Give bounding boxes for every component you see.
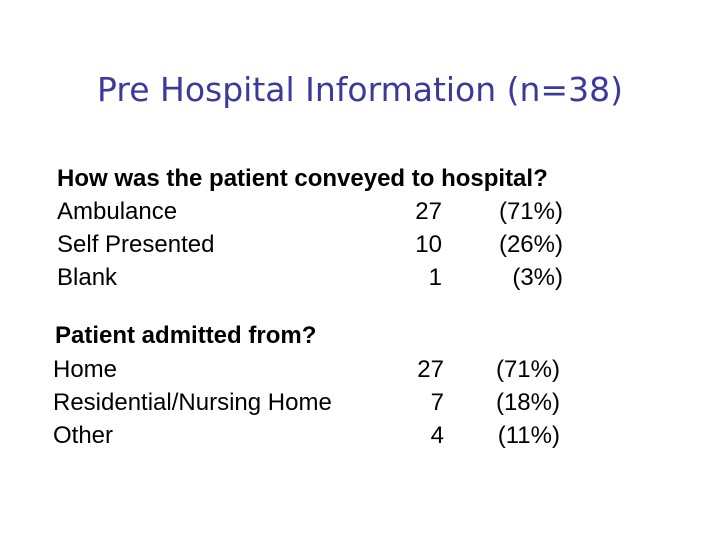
table-row	[0, 195, 720, 228]
row-count: 1	[428, 264, 442, 291]
table-row	[0, 386, 720, 419]
row-percent: (18%)	[495, 389, 560, 416]
row-count: 27	[415, 198, 442, 225]
row-label: Blank	[57, 264, 118, 291]
row-label: Ambulance	[57, 198, 178, 225]
row-percent: (26%)	[498, 231, 563, 258]
row-percent: (3%)	[512, 264, 563, 291]
table-row	[0, 228, 720, 261]
row-label: Other	[53, 422, 114, 449]
row-label: Self Presented	[57, 231, 215, 258]
slide-title: Pre Hospital Information (n=38)	[97, 70, 623, 109]
table-row	[0, 261, 720, 294]
table-row	[0, 419, 720, 452]
row-percent: (71%)	[498, 198, 563, 225]
table-row	[0, 353, 720, 386]
conveyance-question: How was the patient conveyed to hospital?	[57, 165, 548, 192]
row-count: 27	[417, 356, 444, 383]
row-label: Home	[53, 356, 118, 383]
row-label: Residential/Nursing Home	[53, 389, 332, 416]
row-count: 10	[415, 231, 442, 258]
row-count: 4	[430, 422, 444, 449]
row-percent: (11%)	[497, 422, 560, 449]
row-count: 7	[430, 389, 444, 416]
row-percent: (71%)	[495, 356, 560, 383]
admission-question: Patient admitted from?	[55, 322, 317, 349]
